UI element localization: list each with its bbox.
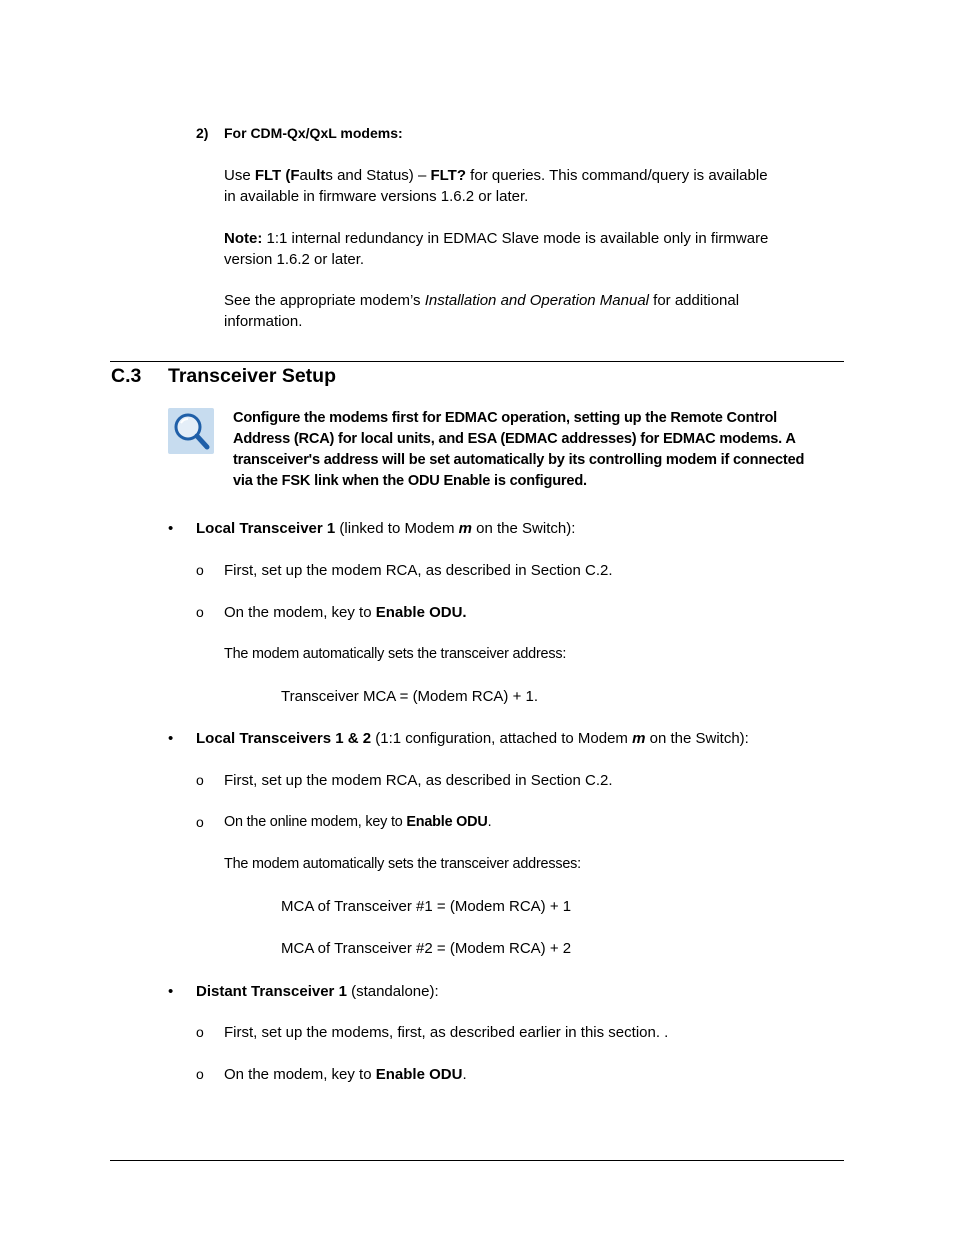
b2-auto-text: The modem automatically sets the transceiver addresses:: [224, 856, 581, 872]
b2-sub1: First, set up the modem RCA, as described in Section C.2.: [224, 772, 613, 789]
bullet-symbol: •: [168, 983, 174, 1000]
sub-bullet-symbol: o: [196, 562, 204, 578]
b2-sub2: On the online modem, key to Enable ODU.: [224, 814, 492, 830]
b1-auto-text: The modem automatically sets the transceiver address:: [224, 646, 567, 662]
b2-formula-1: MCA of Transceiver #1 = (Modem RCA) + 1: [281, 898, 572, 915]
item-number: 2): [196, 125, 209, 141]
bullet-local-transceivers-1-2: Local Transceivers 1 & 2 (1:1 configuration, attached to Modem m on the Switch):: [196, 730, 749, 747]
sub-bullet-symbol: o: [196, 1024, 204, 1040]
b2-formula-2: MCA of Transceiver #2 = (Modem RCA) + 2: [281, 940, 572, 957]
b3-sub1: First, set up the modems, first, as described earlier in this section. .: [224, 1024, 669, 1041]
sub-bullet-symbol: o: [196, 772, 204, 788]
section-title: Transceiver Setup: [168, 365, 336, 387]
section-rule: [110, 361, 844, 362]
manual-title: Installation and Operation Manual: [424, 292, 649, 309]
note-icon-box: [168, 408, 214, 454]
item-heading: For CDM-Qx/QxL modems:: [224, 125, 403, 141]
bullet-local-transceiver-1: Local Transceiver 1 (linked to Modem m on the Switch):: [196, 520, 576, 537]
b1-formula: Transceiver MCA = (Modem RCA) + 1.: [281, 688, 539, 705]
note-label: Note:: [224, 230, 263, 247]
see-manual-line1: See the appropriate modem’s Installation and Operation Manual for additional: [224, 292, 740, 309]
b1-sub1: First, set up the modem RCA, as described in Section C.2.: [224, 562, 613, 579]
sub-bullet-symbol: o: [196, 604, 204, 620]
bullet-symbol: •: [168, 730, 174, 747]
b3-sub2: On the modem, key to Enable ODU.: [224, 1066, 467, 1083]
footer-rule: [110, 1160, 844, 1161]
sub-bullet-symbol: o: [196, 814, 204, 830]
sub-bullet-symbol: o: [196, 1066, 204, 1082]
magnifier-icon: [168, 408, 214, 454]
flt-paragraph-line2: in available in firmware versions 1.6.2 or later.: [224, 188, 529, 205]
bullet-symbol: •: [168, 520, 174, 537]
note-line2: version 1.6.2 or later.: [224, 251, 365, 268]
flt-paragraph-line1: Use FLT (Faults and Status) – FLT? for queries. This command/query is available: [224, 167, 768, 184]
see-manual-line2: information.: [224, 313, 303, 330]
section-number: C.3: [111, 365, 142, 387]
note-box-text: Configure the modems first for EDMAC operation, setting up the Remote Control Address (RCA) for local units, and ESA (EDMAC addresses) for EDMAC modems. A transceiver's address will be set automatically by its controlling modem if connected via the FSK link when the ODU Enable is configured.: [233, 410, 805, 489]
b1-sub2: On the modem, key to Enable ODU.: [224, 604, 467, 621]
note-line1: Note: 1:1 internal redundancy in EDMAC Slave mode is available only in firmware: [224, 230, 769, 247]
bullet-distant-transceiver-1: Distant Transceiver 1 (standalone):: [196, 983, 439, 1000]
